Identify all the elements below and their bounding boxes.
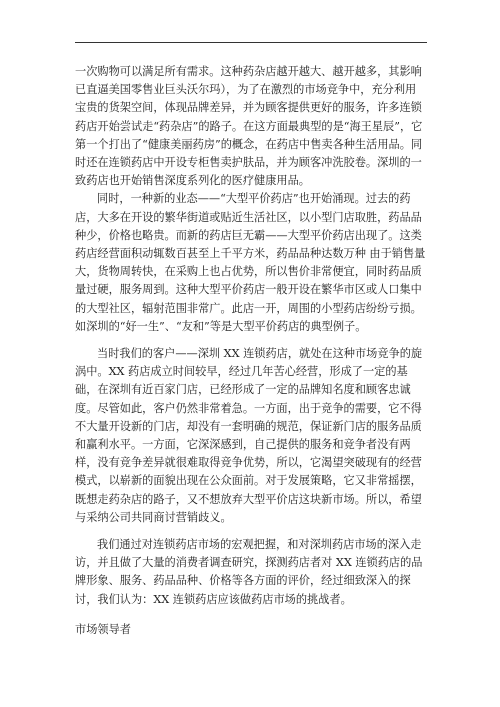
document-body [75, 63, 427, 639]
paragraph-4: 我们通过对连锁药店市场的宏观把握，和对深圳药店市场的深入走访，并且做了大量的消费者调查研究，探测药店者对 XX 连锁药店的品牌形象、服务、药品品种、价格等各方面的评价，经过细致深入的探讨，我们认为：XX 连锁药店应该做药店市场的挑战者。 [75, 538, 423, 606]
header-rule [75, 42, 427, 43]
paragraph-2: 同时，一种新的业态——“大型平价药店”也开始涌现。过去的药店，大多在开设的繁华街道或贴近生活社区，以小型门店取胜，药品品种少，价格也略贵。而新的药店巨无霸——大型平价药店出现了。这类药店经营面积动辄数百甚至上千平方米，药品品种达数万种 由于销售量大，货物周转快，在采购上也占优势，所以售价非常便宜，同时药品质量过硬，服务周到。这种大型平价药店一般开设在繁华市区或人口集中的大型社区，辐射范围非常广。此店一开，周围的小型药店纷纷亏损。如深圳的“好一生”、“友和”等是大型平价药店的典型例子。 [75, 192, 426, 333]
signature-line: 市场领导者 [75, 622, 131, 636]
paragraph-1: 一次购物可以满足所有需求。这种药杂店越开越大、越开越多，其影响已直逼美国零售业巨头沃尔玛），为了在激烈的市场竞争中，充分利用宝贵的货架空间，体现品牌差异，并为顾客提供更好的服务，许多连锁药店开始尝试走“药杂店”的路子。在这方面最典型的是“海王星辰”，它第一个打出了“健康美丽药房”的概念，在药店中售卖各种生活用品。同时还在连锁药店中开设专柜售卖护肤品，并为顾客冲洗胶卷。深圳的一致药店也开始销售深度系列化的医疗健康用品。 [75, 65, 423, 188]
paragraph-3: 当时我们的客户——深圳 XX 连锁药店，就处在这种市场竞争的旋涡中。XX 药店成立时间较早，经过几年苦心经营，形成了一定的基础，在深圳有近百家门店，已经形成了一定的品牌知名度和顾客忠诚度。尽管如此，客户仍然非常着急。一方面，出于竞争的需要，它不得不大量开设新的门店，却没有一套明确的规范，保证新门店的服务品质和赢利水平。一方面，它深深感到，自己提供的服务和竞争者没有两样，没有竞争差异就很难取得竞争优势，所以，它渴望突破现有的经营模式，以崭新的面貌出现在公众面前。对于发展策略，它又非常摇摆，既想走药杂店的路子，又不想放弃大型平价店这块新市场。所以，希望与采纳公司共同商讨营销歧义。 [75, 347, 423, 524]
